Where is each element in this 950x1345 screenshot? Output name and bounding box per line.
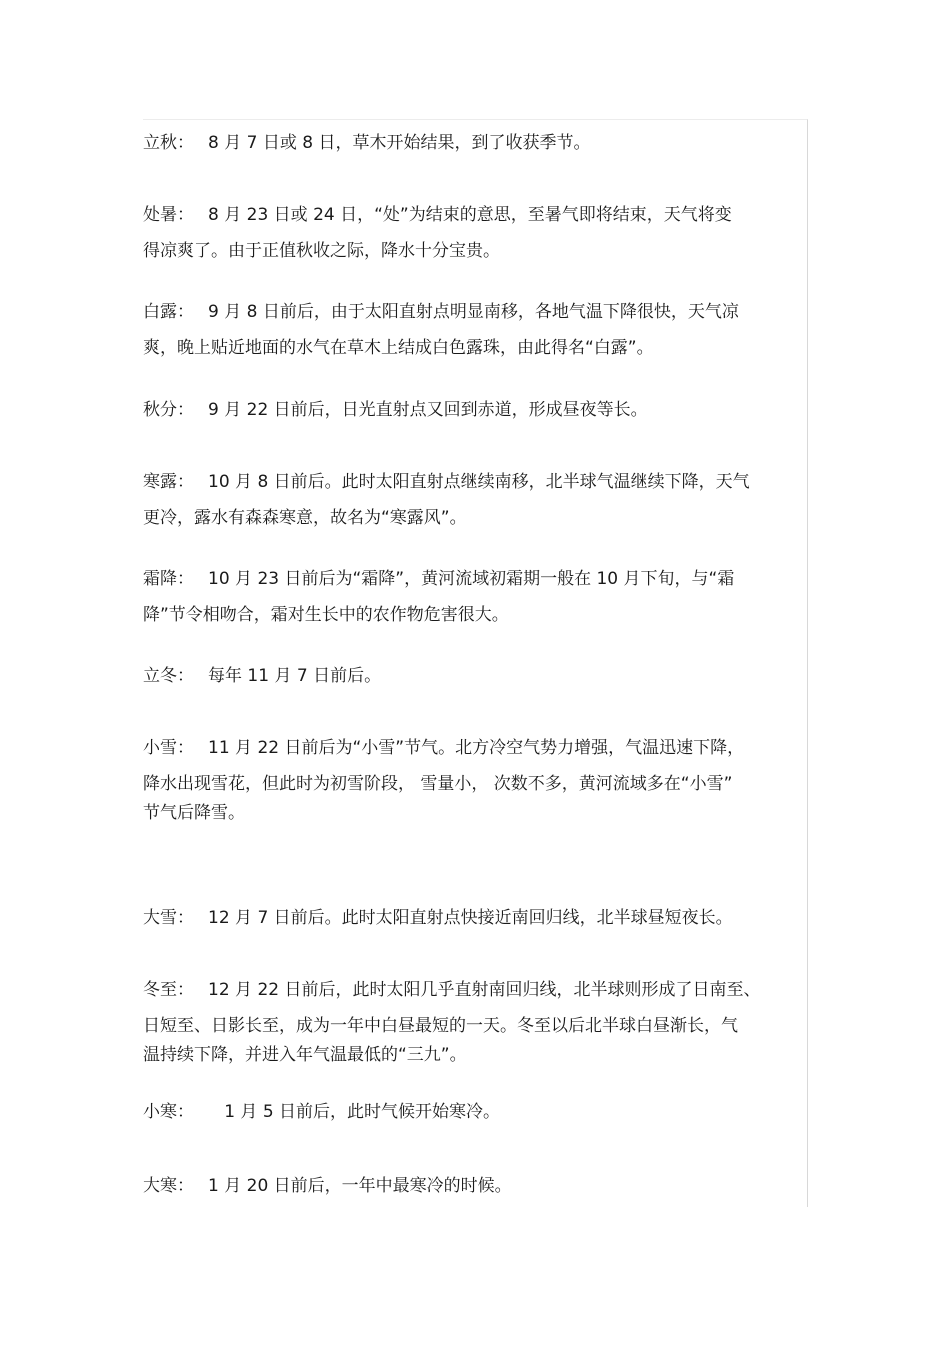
term-name: 处暑： (143, 205, 194, 225)
term-bailu (143, 294, 803, 366)
entry-line: 爽，晚上贴近地面的水气在草木上结成白色露珠，由此得名“白露”。 (143, 338, 654, 358)
entry-line (143, 900, 803, 936)
term-text: 1 月 20 日前后，一年中最寒冷的时候。 (208, 1176, 512, 1196)
term-xiaoxue (143, 730, 803, 824)
term-text: 10 月 8 日前后。此时太阳直射点继续南移，北半球气温继续下降，天气 (208, 472, 750, 492)
term-text: 11 月 22 日前后为“小雪”节气。北方冷空气势力增强，气温迅速下降， (208, 738, 745, 758)
term-chushu (143, 197, 803, 269)
entry-line (143, 392, 803, 428)
term-daxue (143, 900, 803, 936)
term-text: 1 月 5 日前后，此时气候开始寒冷。 (208, 1102, 501, 1122)
entry-line (143, 197, 803, 233)
term-name: 立秋： (143, 133, 194, 153)
term-name: 小雪： (143, 738, 194, 758)
term-dongzhi (143, 972, 803, 1066)
entry-line: 降水出现雪花，但此时为初雪阶段， 雪量小， 次数不多，黄河流域多在“小雪” (143, 774, 733, 794)
term-name: 白露： (143, 302, 194, 322)
entry-line (143, 125, 803, 161)
entry-line (143, 294, 803, 330)
term-liqiu (143, 125, 803, 161)
term-lidong (143, 658, 803, 694)
term-name: 立冬： (143, 666, 194, 686)
term-name: 大寒： (143, 1176, 194, 1196)
entry-line: 更冷，露水有森森寒意，故名为“寒露风”。 (143, 508, 467, 528)
term-qiufen (143, 392, 803, 428)
entry-line: 节气后降雪。 (143, 803, 245, 823)
entry-line (143, 464, 803, 500)
entry-line: 降”节令相吻合，霜对生长中的农作物危害很大。 (143, 605, 509, 625)
term-dahan (143, 1168, 803, 1204)
term-name: 霜降： (143, 569, 194, 589)
entry-line (143, 561, 803, 597)
entry-line: 温持续下降，并进入年气温最低的“三九”。 (143, 1045, 467, 1065)
term-shuangjiang (143, 561, 803, 633)
term-text: 12 月 22 日前后，此时太阳几乎直射南回归线，北半球则形成了日南至、 (208, 980, 761, 1000)
entry-line: 日短至、日影长至，成为一年中白昼最短的一天。冬至以后北半球白昼渐长，气 (143, 1016, 738, 1036)
term-text: 8 月 7 日或 8 日，草木开始结果，到了收获季节。 (208, 133, 591, 153)
term-text: 9 月 8 日前后，由于太阳直射点明显南移，各地气温下降很快，天气凉 (208, 302, 739, 322)
entry-line: 得凉爽了。由于正值秋收之际，降水十分宝贵。 (143, 241, 500, 261)
entry-line (143, 1094, 803, 1130)
term-text: 每年 11 月 7 日前后。 (208, 666, 382, 686)
term-text: 12 月 7 日前后。此时太阳直射点快接近南回归线，北半球昼短夜长。 (208, 908, 733, 928)
entry-line (143, 1168, 803, 1204)
entry-line (143, 972, 803, 1008)
term-name: 秋分： (143, 400, 194, 420)
term-name: 小寒： (143, 1102, 194, 1122)
term-xiaohan (143, 1094, 803, 1130)
entry-line (143, 658, 803, 694)
term-name: 大雪： (143, 908, 194, 928)
entry-line (143, 730, 803, 766)
term-name: 寒露： (143, 472, 194, 492)
term-text: 10 月 23 日前后为“霜降”，黄河流域初霜期一般在 10 月下旬，与“霜 (208, 569, 735, 589)
term-name: 冬至： (143, 980, 194, 1000)
term-text: 9 月 22 日前后，日光直射点又回到赤道，形成昼夜等长。 (208, 400, 648, 420)
term-text: 8 月 23 日或 24 日，“处”为结束的意思，至暑气即将结束，天气将变 (208, 205, 732, 225)
term-hanlu (143, 464, 803, 536)
